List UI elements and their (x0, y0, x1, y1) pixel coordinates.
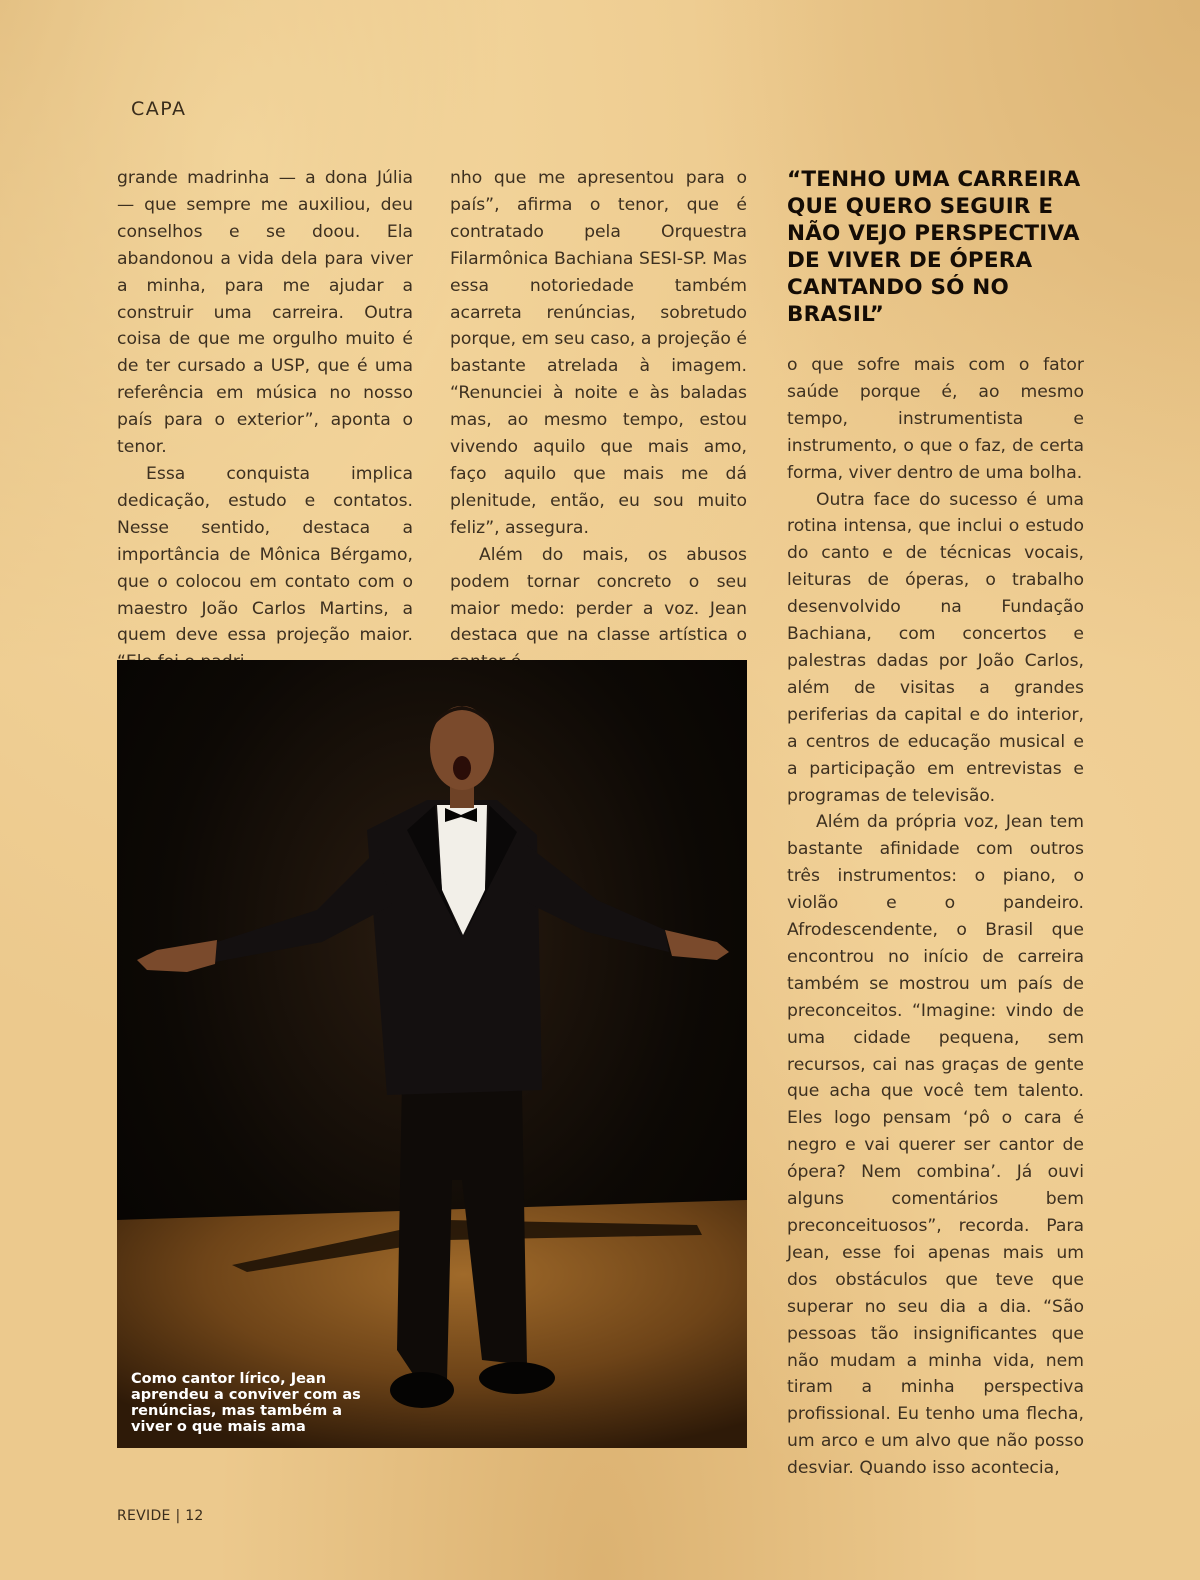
paragraph: Além do mais, os abusos podem tornar concreto o seu maior medo: perder a voz. Jean destaca que na classe artística o (450, 544, 747, 646)
paragraph: Outra face do sucesso é uma rotina intensa, que inclui o estudo do canto e de técnicas vocais, leituras de óperas, o trabalho desenvolvido na Fundação Bachiana, com concertos e palestras dadas por João Carlos, além de visitas a grandes periferias da capital e do interior, a centros de educação musical e a participação em entrevistas e programas de televisão. (787, 489, 1084, 806)
article-column-1 (117, 165, 413, 676)
paragraph: grande madrinha — a dona Júlia — que sempre me auxiliou, deu conselhos e se doou. Ela abandonou a vida dela para viver a minha, para me ajudar a construir uma carreira. Outra coisa de que me orgulho muito é de ter cursado a USP, que é uma referência em música no nosso país para o exterior”, aponta o tenor. (117, 168, 413, 458)
pull-quote: “TENHO UMA CARREIRA QUE QUERO SEGUIR E NÃO VEJO PERSPECTIVA DE VIVER DE ÓPERA CANTANDO SÓ NO BRASIL” (787, 167, 1081, 327)
tenor-illustration (117, 660, 747, 1448)
photo-caption: Como cantor lírico, Jean aprendeu a conviver com as renúncias, mas também a viver o que mais ama (131, 1371, 361, 1435)
tenor-photo (117, 660, 747, 1448)
paragraph: nho que me apresentou para o país”, afirma o tenor, que é contratado pela Orquestra Filarmônica Bachiana SESI-SP. Mas essa notoriedade também acarreta renúncias, sobretudo porque, em seu caso, a projeção é bastante atrelada à imagem. “Renunciei à noite e às baladas mas, ao mesmo tempo, estou vivendo aquilo que mais amo, faço aquilo que mais me dá plenitude, então, eu sou muito feliz”, assegura. (450, 168, 747, 538)
paragraph: Além da própria voz, Jean tem bastante afinidade com outros três instrumentos: o piano, o violão e o pandeiro. Afrodescendente, o Brasil que encontrou no início de carreira também se mostrou um país de preconceitos. “Imagine: vindo de uma cidade pequena, sem recursos, cai nas graças de gente que acha que você tem talento. Eles logo pensam ‘pô o cara é negro e vai querer ser cantor de ópera? Nem combina’. Já ouvi alguns comentários bem preconceituosos”, recorda. Para Jean, esse foi apenas mais um dos obstáculos que teve que superar no seu dia a dia. “São pessoas tão insignificantes que não mudam a minha vida, nem tiram a minha perspectiva profissional. Eu tenho uma flecha, um arco e um alvo que não posso desviar. Quando isso acontecia, (787, 812, 1084, 1479)
paragraph: o que sofre mais com o fator saúde porque é, ao mesmo tempo, instrumentista e instrumento, o que o faz, de certa forma, viver dentro de uma bolha. (787, 355, 1084, 483)
article-column-2 (450, 165, 747, 676)
section-label: CAPA (131, 98, 187, 120)
article-column-3 (787, 352, 1084, 1482)
page-footer: REVIDE | 12 (117, 1508, 204, 1524)
paragraph: Essa conquista implica dedicação, estudo e contatos. Nesse sentido, destaca a importância de Mônica Bérgamo, que o colocou em contato com o maestro João Carlos Martins, a quem deve essa projeção maior. (117, 463, 413, 646)
